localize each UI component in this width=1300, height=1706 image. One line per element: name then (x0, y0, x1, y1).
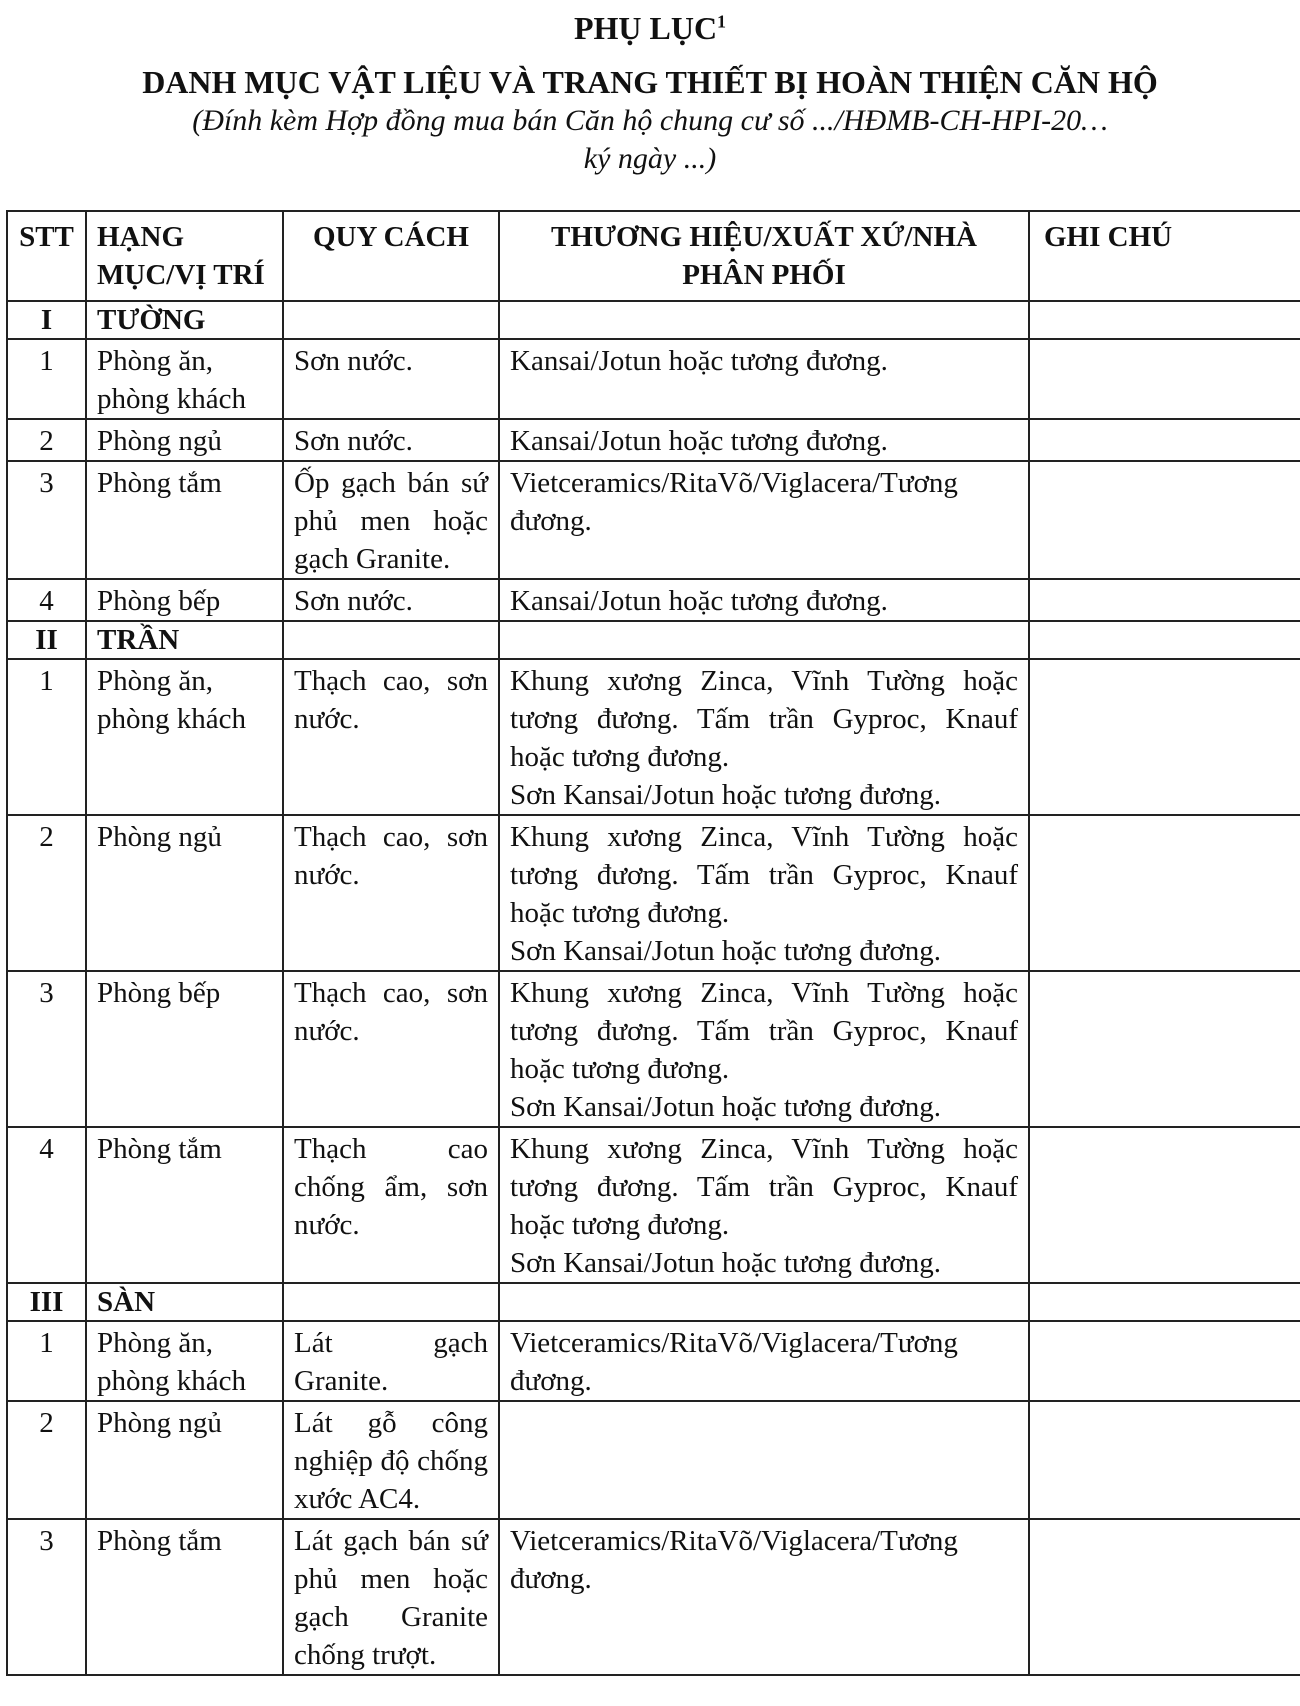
item-location: Phòng tắm (86, 1127, 283, 1283)
note (1029, 1321, 1300, 1401)
note (1029, 461, 1300, 579)
row-number: 3 (7, 1519, 86, 1675)
appendix-title: PHỤ LỤC$^1$ (573, 10, 727, 46)
table-row (7, 1401, 1300, 1519)
row-number: 1 (7, 1321, 86, 1401)
brand-text: Kansai/Jotun hoặc tương đương. (510, 585, 888, 617)
subtitle-line-1: (Đính kèm Hợp đồng mua bán Căn hộ chung cư số .../HĐMB-CH-HPI-20… (192, 104, 1108, 137)
table-row (7, 815, 1300, 971)
brand-origin (499, 1321, 1029, 1401)
table-row (7, 659, 1300, 815)
empty-cell (499, 301, 1029, 339)
section-row (7, 621, 1300, 659)
brand-text: Vietceramics/RitaVõ/Viglacera/Tương đương. (510, 467, 958, 537)
empty-cell (283, 1283, 499, 1321)
table-row (7, 1519, 1300, 1675)
specification: Thạch cao, sơn nước. (283, 971, 499, 1127)
specification: Lát gạch bán sứ phủ men hoặc gạch Granite chống trượt. (283, 1519, 499, 1675)
brand-origin (499, 461, 1029, 579)
section-name: SÀN (86, 1283, 283, 1321)
row-number: 3 (7, 461, 86, 579)
brand-text: Khung xương Zinca, Vĩnh Tường hoặc tương đương. Tấm trần Gyproc, Knauf hoặc tương đương. (510, 665, 1018, 773)
item-location: Phòng ngủ (86, 1401, 283, 1519)
note (1029, 579, 1300, 621)
brand-origin (499, 1127, 1029, 1283)
brand-paint-text: Sơn Kansai/Jotun hoặc tương đương. (510, 779, 942, 811)
brand-paint-text: Sơn Kansai/Jotun hoặc tương đương. (510, 1091, 942, 1123)
row-number: 1 (7, 659, 86, 815)
table-row (7, 339, 1300, 419)
table-header-row (7, 211, 1300, 301)
header-spec: QUY CÁCH (283, 211, 499, 301)
specification: Lát gỗ công nghiệp độ chống xước AC4. (283, 1401, 499, 1519)
item-location: Phòng tắm (86, 1519, 283, 1675)
specification: Sơn nước. (283, 579, 499, 621)
brand-text: Khung xương Zinca, Vĩnh Tường hoặc tương đương. Tấm trần Gyproc, Knauf hoặc tương đương. (510, 1133, 1018, 1241)
empty-cell (283, 301, 499, 339)
brand-paint-text: Sơn Kansai/Jotun hoặc tương đương. (510, 935, 942, 967)
section-number: III (7, 1283, 86, 1321)
specification: Sơn nước. (283, 419, 499, 461)
specification: Thạch cao chống ẩm, sơn nước. (283, 1127, 499, 1283)
header-brand: THƯƠNG HIỆU/XUẤT XỨ/NHÀ PHÂN PHỐI (499, 211, 1029, 301)
subtitle-line-2: ký ngày ...) (583, 142, 717, 175)
item-location: Phòng bếp (86, 579, 283, 621)
section-row (7, 301, 1300, 339)
brand-origin (499, 419, 1029, 461)
brand-text: Kansai/Jotun hoặc tương đương. (510, 345, 888, 377)
item-location: Phòng ăn, phòng khách (86, 339, 283, 419)
section-number: II (7, 621, 86, 659)
row-number: 2 (7, 1401, 86, 1519)
item-location: Phòng ngủ (86, 419, 283, 461)
table-row (7, 1127, 1300, 1283)
note (1029, 659, 1300, 815)
brand-text: Khung xương Zinca, Vĩnh Tường hoặc tương đương. Tấm trần Gyproc, Knauf hoặc tương đương. (510, 977, 1018, 1085)
brand-origin (499, 659, 1029, 815)
row-number: 4 (7, 579, 86, 621)
brand-origin (499, 1401, 1029, 1519)
item-location: Phòng ăn, phòng khách (86, 1321, 283, 1401)
note (1029, 1519, 1300, 1675)
table-row (7, 579, 1300, 621)
empty-cell (1029, 621, 1300, 659)
item-location: Phòng tắm (86, 461, 283, 579)
brand-origin (499, 579, 1029, 621)
document-heading: DANH MỤC VẬT LIỆU VÀ TRANG THIẾT BỊ HOÀN THIỆN CĂN HỘ (142, 64, 1158, 100)
empty-cell (499, 621, 1029, 659)
empty-cell (499, 1283, 1029, 1321)
row-number: 2 (7, 419, 86, 461)
table-row (7, 971, 1300, 1127)
note (1029, 339, 1300, 419)
specification: Thạch cao, sơn nước. (283, 659, 499, 815)
table-row (7, 461, 1300, 579)
brand-text: Vietceramics/RitaVõ/Viglacera/Tương đương. (510, 1525, 958, 1595)
specification: Lát gạch Granite. (283, 1321, 499, 1401)
specification: Sơn nước. (283, 339, 499, 419)
brand-paint-text: Sơn Kansai/Jotun hoặc tương đương. (510, 1247, 942, 1279)
specification: Thạch cao, sơn nước. (283, 815, 499, 971)
empty-cell (283, 621, 499, 659)
section-name: TƯỜNG (86, 301, 283, 339)
section-name: TRẦN (86, 621, 283, 659)
item-location: Phòng ngủ (86, 815, 283, 971)
table-body (7, 301, 1300, 1675)
brand-origin (499, 339, 1029, 419)
brand-text: Kansai/Jotun hoặc tương đương. (510, 425, 888, 457)
note (1029, 971, 1300, 1127)
table-row (7, 1321, 1300, 1401)
header-stt: STT (7, 211, 86, 301)
item-location: Phòng bếp (86, 971, 283, 1127)
brand-text: Khung xương Zinca, Vĩnh Tường hoặc tương đương. Tấm trần Gyproc, Knauf hoặc tương đương. (510, 821, 1018, 929)
empty-cell (1029, 1283, 1300, 1321)
note (1029, 419, 1300, 461)
note (1029, 815, 1300, 971)
brand-text: Vietceramics/RitaVõ/Viglacera/Tương đương. (510, 1327, 958, 1397)
brand-origin (499, 971, 1029, 1127)
header-item: HẠNG MỤC/VỊ TRÍ (86, 211, 283, 301)
section-row (7, 1283, 1300, 1321)
row-number: 2 (7, 815, 86, 971)
brand-origin (499, 815, 1029, 971)
empty-cell (1029, 301, 1300, 339)
footnote-mark: 1 (717, 11, 727, 32)
row-number: 4 (7, 1127, 86, 1283)
header-note: GHI CHÚ (1029, 211, 1300, 301)
table-row (7, 419, 1300, 461)
item-location: Phòng ăn, phòng khách (86, 659, 283, 815)
specification: Ốp gạch bán sứ phủ men hoặc gạch Granite. (283, 461, 499, 579)
brand-origin (499, 1519, 1029, 1675)
note (1029, 1127, 1300, 1283)
materials-table (6, 210, 1300, 1676)
note (1029, 1401, 1300, 1519)
section-number: I (7, 301, 86, 339)
row-number: 1 (7, 339, 86, 419)
row-number: 3 (7, 971, 86, 1127)
